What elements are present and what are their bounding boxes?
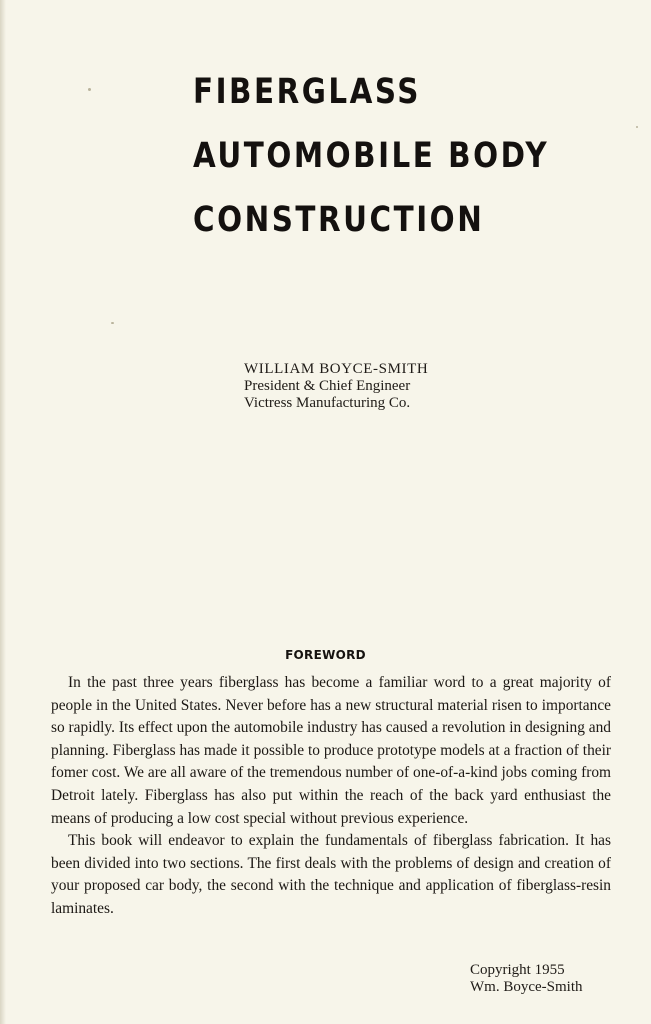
foreword-body <box>51 672 611 921</box>
paper-speck <box>88 88 91 91</box>
author-company: Victress Manufacturing Co. <box>244 395 411 411</box>
author-block <box>244 361 504 412</box>
title-line-3: CONSTRUCTION <box>193 200 485 240</box>
copyright-block <box>470 962 583 996</box>
paper-speck <box>636 126 638 128</box>
copyright-year: Copyright 1955 <box>470 962 565 978</box>
author-name: WILLIAM BOYCE-SMITH <box>244 361 429 377</box>
paper-speck <box>111 322 114 324</box>
title-line-1: FIBERGLASS <box>193 72 422 112</box>
book-title <box>193 60 633 252</box>
title-line-2: AUTOMOBILE BODY <box>193 136 550 176</box>
foreword-heading: FOREWORD <box>285 648 366 662</box>
copyright-holder: Wm. Boyce-Smith <box>470 979 583 995</box>
author-position: President & Chief Engineer <box>244 378 411 394</box>
foreword-paragraph-1: In the past three years fiberglass has become a familiar word to a great majority of people in the United States. Never before has a new structural material risen to importance so rapidly. Its effect upon the automobile industry has caused a revolution in designing and planning. Fiberglass has made it possible to produce prototype models at a fraction of their fomer cost. We are all aware of the tremendous number of one-of-a-kind jobs coming from Detroit lately. Fiberglass has also put within the reach of the back yard enthusiast the means of producing a low cost special without previous experience. <box>51 674 611 827</box>
foreword-paragraph-2: This book will endeavor to explain the fundamentals of fiberglass fabrication. It has been divided into two sections. The first deals with the problems of design and creation of your proposed car body, the second with the technique and application of fiberglass-resin laminates. <box>51 832 611 917</box>
